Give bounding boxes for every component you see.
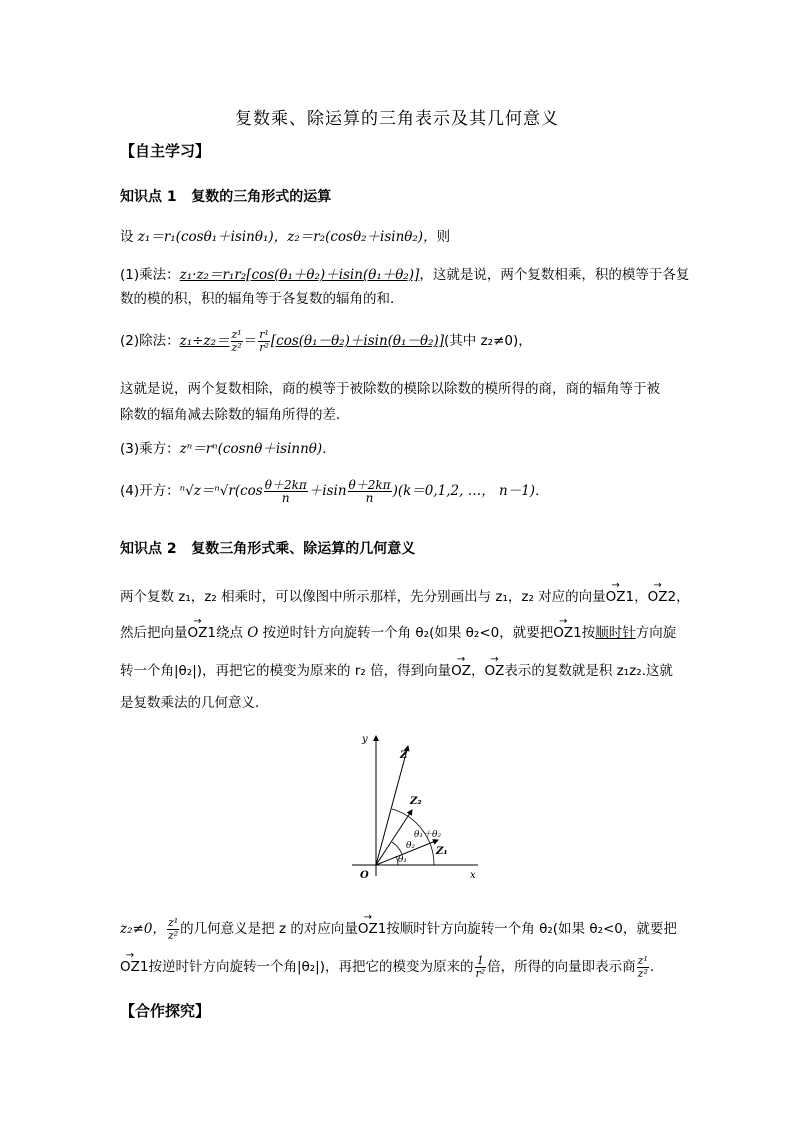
geo-l1-a: 两个复数 z₁，z₂ 相乘时，可以像图中所示那样，先分别画出与 z₁，z₂ 对应的向量 <box>120 589 606 605</box>
root-line <box>120 478 549 504</box>
mult-formula: z₁·z₂＝r₁r₂[cos(θ₁＋θ₂)＋isin(θ₁＋θ₂)] <box>179 267 420 283</box>
geo-l3-b: ， <box>470 663 485 679</box>
vector-oz: → OZ <box>451 658 471 684</box>
root-frac2-num: θ＋2kπ <box>348 477 391 492</box>
div-frac1-num: z¹ <box>231 327 242 341</box>
rotation-figure <box>340 726 490 886</box>
dg-fraction-1 <box>167 917 179 942</box>
div-lhs: z₁÷z₂＝ <box>179 333 230 349</box>
division-text-1: 这就是说，两个复数相除，商的模等于被除数的模除以除数的模所得的商，商的辐角等于被 <box>120 381 660 397</box>
vector-oz2: → OZ <box>648 584 668 610</box>
label-z1: Z₁ <box>436 846 448 857</box>
vector-oz-b: → OZ <box>484 658 504 684</box>
div-frac1-den: z² <box>231 340 242 354</box>
label-z2: Z₂ <box>410 796 422 807</box>
geo-line-1 <box>120 584 690 610</box>
root-mid: ＋isin <box>308 483 347 499</box>
label-origin: O <box>360 870 369 881</box>
label-theta1: θ₁ <box>398 855 408 865</box>
setup-z2: z₂＝r₂(cosθ₂＋isinθ₂)， <box>287 229 437 245</box>
dg-frac2-den: r² <box>475 966 486 980</box>
knowledge-point-2 <box>120 538 415 558</box>
kp2-title: 复数三角形式乘、除运算的几何意义 <box>191 541 416 557</box>
root-frac1-den: n <box>281 490 290 505</box>
div-bracket: [cos(θ₁－θ₂)＋isin(θ₁－θ₂)] <box>270 333 445 349</box>
geo-oz2-tail: 2， <box>667 589 690 605</box>
pow-formula: zⁿ＝rⁿ(cosnθ＋isinnθ)． <box>179 441 336 457</box>
section-cooperative-inquiry: 【合作探究】 <box>120 1002 211 1020</box>
dg-fraction-3 <box>637 955 649 980</box>
arc-theta2 <box>392 842 402 854</box>
geo-l3-a: 转一个角|θ₂|)，再把它的模变为原来的 r₂ 倍，得到向量 <box>120 663 452 679</box>
dg-l1-c: 1按顺时针方向旋转一个角 θ₂(如果 θ₂<0，就要把 <box>377 921 677 937</box>
knowledge-point-1 <box>120 186 331 206</box>
root-tail: )(k＝0,1,2, …， n－1)． <box>392 483 549 499</box>
dg-vector-oz1: → OZ <box>358 916 378 942</box>
dg-frac3-num: z¹ <box>637 953 648 967</box>
dg-vector-oz1-b: → OZ <box>120 954 140 980</box>
division-line <box>120 328 532 354</box>
division-geo-line-2 <box>120 954 654 980</box>
mult-label: (1)乘法： <box>120 267 180 283</box>
div-fraction-r <box>258 329 270 354</box>
dg-frac3-den: z² <box>637 966 648 980</box>
dg-frac1-den: z² <box>167 928 179 942</box>
dg-fraction-2 <box>475 955 487 980</box>
setup-prefix: 设 <box>120 229 138 245</box>
geo-l2-c: 按逆时针方向旋转一个角 θ₂(如果 θ₂<0，就要把 <box>258 625 554 641</box>
kp2-label: 知识点 2 <box>120 541 177 557</box>
label-y: y <box>362 734 368 745</box>
div-condition: (其中 z₂≠0)， <box>444 333 532 349</box>
setup-line <box>120 224 450 250</box>
dg-l1-a: z₂≠0， <box>120 921 166 937</box>
dg-l1-b: 的几何意义是把 z 的对应向量 <box>180 921 358 937</box>
geo-oz1-tail: 1， <box>625 589 648 605</box>
root-lhs: ⁿ√z＝ⁿ√r(cos <box>179 483 263 499</box>
geo-line-2 <box>120 620 676 646</box>
section-self-study: 【自主学习】 <box>120 142 211 160</box>
root-fraction-2 <box>348 479 392 504</box>
dg-l2-c: . <box>649 959 655 975</box>
kp1-label: 知识点 1 <box>120 189 177 205</box>
geo-clockwise: 顺时针 <box>595 625 636 641</box>
geo-line-4: 是复数乘法的几何意义． <box>120 695 269 711</box>
label-theta2: θ₂ <box>406 841 416 851</box>
dg-frac2-num: 1 <box>475 955 487 968</box>
page-title: 复数乘、除运算的三角表示及其几何意义 <box>235 109 559 129</box>
geo-l2-a: 然后把向量 <box>120 625 188 641</box>
dg-frac1-num: z¹ <box>167 915 179 929</box>
kp1-title: 复数的三角形式的运算 <box>191 189 332 205</box>
root-frac2-den: n <box>365 490 374 505</box>
vector-oz1-c: → OZ <box>553 620 573 646</box>
geo-l2-d: 1按 <box>573 625 596 641</box>
dg-l2-b: 倍，所得的向量即表示商 <box>487 959 636 975</box>
vector-oz1: → OZ <box>606 584 626 610</box>
label-z: Z <box>400 750 408 761</box>
div-label: (2)除法： <box>120 333 180 349</box>
div-eq: ＝ <box>243 333 258 349</box>
div-frac2-den: r² <box>259 340 269 354</box>
geo-l3-c: 表示的复数就是积 z₁z₂.这就 <box>504 663 673 679</box>
div-frac2-num: r¹ <box>259 327 269 341</box>
root-frac1-num: θ＋2kπ <box>264 477 307 492</box>
vector-z-line <box>376 746 408 865</box>
dg-l2-a: 1按逆时针方向旋转一个角|θ₂|)，再把它的模变为原来的 <box>139 959 474 975</box>
multiplication-line-1 <box>120 262 689 288</box>
multiplication-line-2: 数的模的积，积的辐角等于各复数的辐角的和． <box>120 291 404 307</box>
root-fraction-1 <box>264 479 308 504</box>
label-x: x <box>470 870 476 881</box>
geo-point-o: O <box>247 625 259 641</box>
division-geo-line-1 <box>120 916 677 942</box>
power-line <box>120 436 336 462</box>
label-theta12: θ₁＋θ₂ <box>414 830 442 840</box>
vector-oz1-b: → OZ <box>188 620 208 646</box>
root-label: (4)开方： <box>120 483 180 499</box>
geo-line-3 <box>120 658 673 684</box>
mult-text-a: ，这就是说，两个复数相乘，积的模等于各复 <box>419 267 690 283</box>
geo-l2-e: 方向旋 <box>635 625 677 641</box>
division-text-2: 除数的辐角减去除数的辐角所得的差． <box>120 407 350 423</box>
geo-l2-b: 1绕点 <box>207 625 248 641</box>
setup-suffix: 则 <box>436 229 451 245</box>
div-fraction-z <box>231 329 243 354</box>
setup-z1: z₁＝r₁(cosθ₁＋isinθ₁)， <box>137 229 288 245</box>
pow-label: (3)乘方： <box>120 441 180 457</box>
